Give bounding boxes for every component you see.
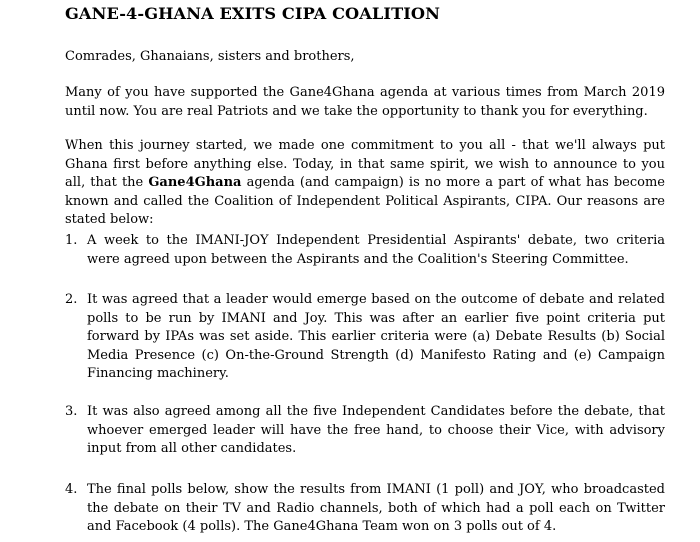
reason-item-3: [65, 403, 665, 459]
gane4ghana-bold: Gane4Ghana: [148, 175, 242, 190]
reason-item-4: [65, 481, 665, 537]
reason-text: A week to the IMANI-JOY Independent Presidential Aspirants' debate, two criteria were agreed upon between the Aspirants and the Coalition's Steering Committee.: [87, 233, 665, 267]
reason-text: The final polls below, show the results from IMANI (1 poll) and JOY, who broadcasted the debate on their TV and Radio channels, both of which had a poll each on Twitter and Facebook (4 polls). The Gane4Ghana Team won on 3 polls out of 4.: [87, 482, 665, 534]
reason-text: It was also agreed among all the five Independent Candidates before the debate, that whoever emerged leader will have the free hand, to choose their Vice, with advisory input from all other candidates.: [87, 404, 665, 456]
reason-number: 1.: [65, 233, 78, 248]
announcement-text-after: agenda (and campaign) is no more a part of what has become known and called the Coalition of Independent Political Aspirants, CIPA. Our reasons are stated below:: [65, 175, 665, 227]
reason-number: 3.: [65, 404, 78, 419]
greeting: Comrades, Ghanaians, sisters and brothers,: [65, 49, 355, 64]
reason-item-1: [65, 232, 665, 269]
reason-number: 4.: [65, 482, 78, 497]
paragraph-thanks: Many of you have supported the Gane4Ghana agenda at various times from March 2019 until now. You are real Patriots and we take the opportunity to thank you for everything.: [65, 85, 665, 119]
paragraph-announcement: [65, 137, 665, 230]
document-title: GANE-4-GHANA EXITS CIPA COALITION: [65, 4, 440, 23]
reason-item-2: [65, 291, 665, 384]
reason-number: 2.: [65, 292, 78, 307]
reason-text: It was agreed that a leader would emerge based on the outcome of debate and related polls to be run by IMANI and Joy. This was after an earlier five point criteria put forward by IPAs was set aside. This earlier criteria were (a) Debate Results (b) Social Media Presence (c) On-the-Ground Strength (d) Manifesto Rating and (e) Campaign Financing machinery.: [87, 292, 665, 381]
announcement-text-before: When this journey started, we made one commitment to you all - that we'll always put Ghana first before anything else. Today, in that same spirit, we wish to announce to you all, that the: [65, 138, 665, 190]
